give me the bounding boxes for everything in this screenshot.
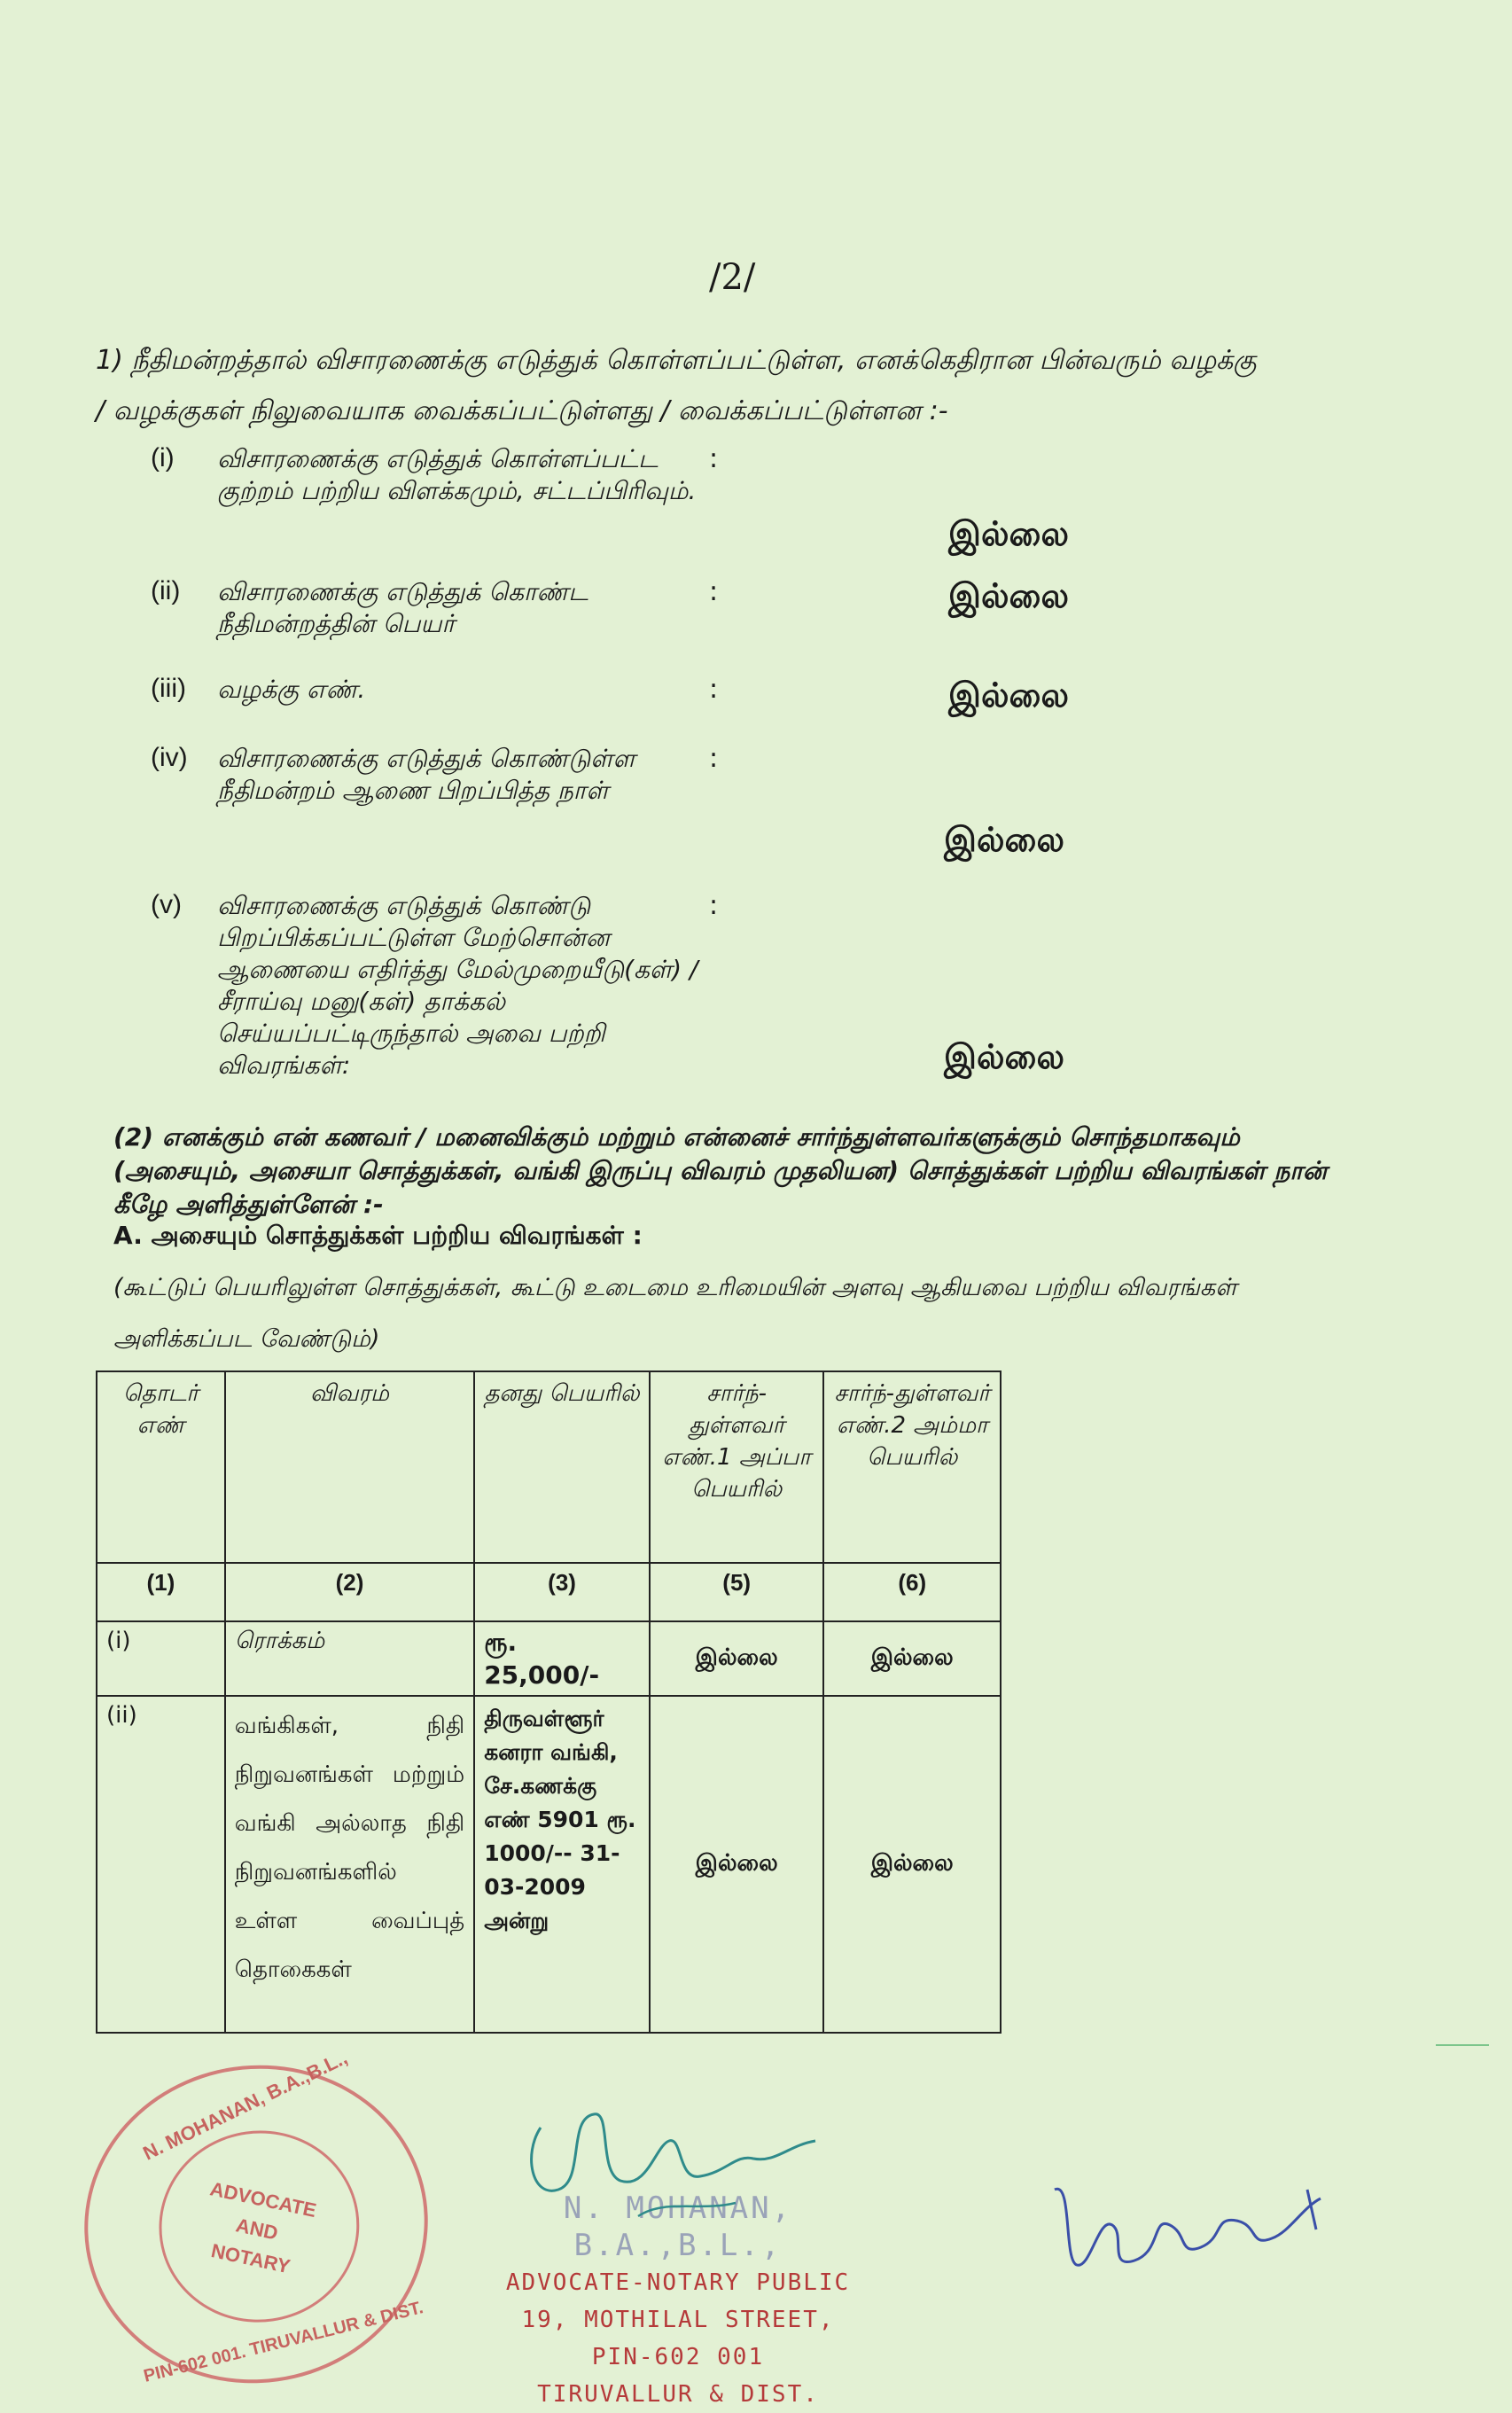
column-number: (1) [97,1563,225,1621]
row-dependent-1-value: இல்லை [650,1621,824,1696]
item-answer: இல்லை [948,514,1070,553]
column-number: (5) [650,1563,824,1621]
row-dependent-2-value: இல்லை [823,1621,1001,1696]
item-answer: இல்லை [948,576,1070,615]
header-details: விவரம் [225,1371,474,1563]
item-answer: இல்லை [944,1037,1065,1076]
item-text: வழக்கு எண். [217,675,366,704]
seal-ring-top-text: N. MOHANAN, B.A.,B.L., [139,2046,351,2165]
intro-line-1: 1) நீதிமன்றத்தால் விசாரணைக்கு எடுத்துக் கொள்ளப்பட்டுள்ள, எனக்கெதிரான பின்வரும் வழக்கு [96,345,1257,376]
item-colon: : [709,576,719,607]
item-text: விசாரணைக்கு எடுத்துக் கொள்ளப்பட்ட குற்றம் பற்றிய விளக்கமும், சட்டப்பிரிவும். [217,444,697,505]
row-self-value: ரூ. 25,000/- [474,1621,650,1696]
item-number: (ii) [151,576,181,605]
item-colon: : [709,674,719,705]
margin-line [1436,2044,1489,2046]
row-self-value: திருவள்ளூர் கனரா வங்கி, சே.கணக்கு எண் 5901 ரூ. 1000/-- 31-03-2009 அன்று [474,1696,650,2033]
row-dependent-1-value: இல்லை [650,1696,824,2033]
notary-district: TIRUVALLUR & DIST. [537,2381,819,2408]
item-text: விசாரணைக்கு எடுத்துக் கொண்டுள்ள நீதிமன்றம் ஆணை பிறப்பித்த நாள் [217,744,635,805]
section-2-paragraph: (2) எனக்கும் என் கணவர் / மனைவிக்கும் மற்றும் என்னைச் சார்ந்துள்ளவர்களுக்கும் சொந்தமாகவும் (அசையும், அசையா சொத்துக்கள், வங்கி இருப்பு விவரம் முதலியன) சொத்துக்கள் பற்றிய விவரங்கள் நான் கீழே அளித்துள்ளேன் :- [113,1122,1328,1219]
table-row [97,1696,1001,2033]
item-number: (i) [151,443,175,472]
candidate-signature [1037,2163,1329,2287]
item-number: (iv) [151,743,188,772]
notary-round-seal [64,2043,448,2406]
item-text: விசாரணைக்கு எடுத்துக் கொண்ட நீதிமன்றத்தின் பெயர் [217,577,588,638]
header-serial: தொடர் எண் [97,1371,225,1563]
table-row [97,1621,1001,1696]
item-number: (iii) [151,674,186,703]
table-header-row [97,1371,1001,1563]
header-self: தனது பெயரில் [474,1371,650,1563]
item-colon: : [709,743,719,774]
seal-ring-bottom-text: PIN-602 001. TIRUVALLUR & DIST. [141,2298,425,2386]
item-number: (v) [151,890,182,919]
item-text: விசாரணைக்கு எடுத்துக் கொண்டு பிறப்பிக்கப்பட்டுள்ள மேற்சொன்ன ஆணையை எதிர்த்து மேல்முறையீடு(கள்) / சீராய்வு மனு(கள்) தாக்கல் செய்யப்பட்டிருந்தால் அவை பற்றி விவரங்கள்: [217,891,698,1080]
row-serial: (ii) [97,1696,225,2033]
column-number-row [97,1563,1001,1621]
notary-name: N. MOHANAN, B.A.,B.L., [563,2190,793,2263]
column-number: (6) [823,1563,1001,1621]
column-number: (2) [225,1563,474,1621]
notary-pin: PIN-602 001 [591,2344,765,2370]
item-answer: இல்லை [948,675,1070,715]
joint-property-note: (கூட்டுப் பெயரிலுள்ள சொத்துக்கள், கூட்டு உடைமை உரிமையின் அளவு ஆகியவை பற்றிய விவரங்கள் அளிக்கப்பட வேண்டும்) [113,1274,1237,1353]
item-colon: : [709,443,719,474]
header-dependent-2: சார்ந்-துள்ளவர் எண்.2 அம்மா பெயரில் [823,1371,1001,1563]
intro-paragraph [96,335,1372,436]
notary-signature [514,2092,833,2234]
seal-center-text: ADVOCATE AND NOTARY [207,2177,319,2278]
section-a-heading: A. அசையும் சொத்துக்கள் பற்றிய விவரங்கள் : [113,1221,643,1250]
notary-title: ADVOCATE-NOTARY PUBLIC [505,2269,851,2296]
page-number: /2/ [709,257,756,298]
row-details: வங்கிகள், நிதி நிறுவனங்கள் மற்றும் வங்கி அல்லாத நிதி நிறுவனங்களில் உள்ள வைப்புத் தொகைகள் [225,1696,474,2033]
row-serial: (i) [97,1621,225,1696]
item-answer: இல்லை [944,820,1065,859]
intro-line-2: / வழக்குகள் நிலுவையாக வைக்கப்பட்டுள்ளது / வைக்கப்பட்டுள்ளன :- [96,395,948,426]
row-details: ரொக்கம் [225,1621,474,1696]
header-dependent-1: சார்ந்-துள்ளவர் எண்.1 அப்பா பெயரில் [650,1371,824,1563]
item-colon: : [709,890,719,921]
movable-assets-table [96,1370,1002,2034]
notary-street: 19, MOTHILAL STREET, [521,2307,835,2333]
column-number: (3) [474,1563,650,1621]
row-dependent-2-value: இல்லை [823,1696,1001,2033]
